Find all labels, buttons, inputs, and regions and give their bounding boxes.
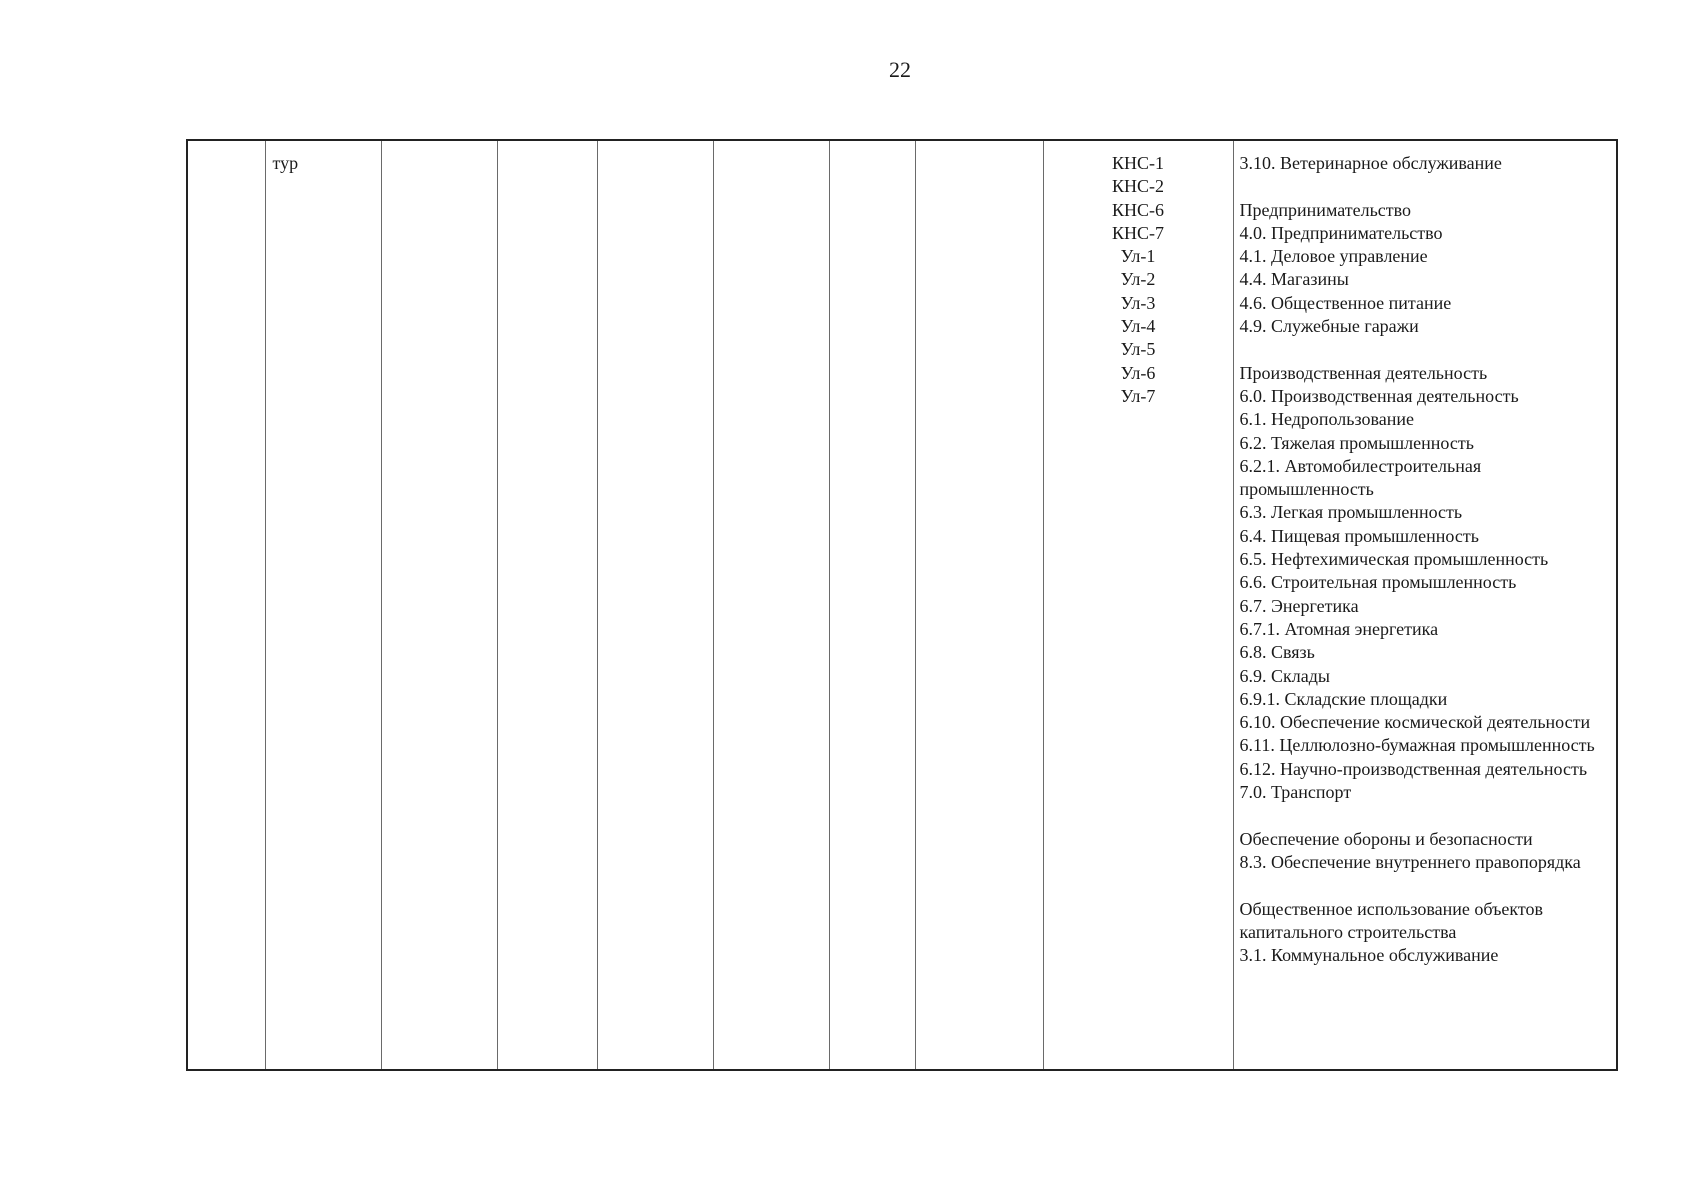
table-cell-4	[497, 140, 597, 1070]
use-item: 6.2. Тяжелая промышленность	[1239, 432, 1474, 453]
code-item: КНС-1	[1111, 153, 1164, 173]
list-gap	[1240, 874, 1611, 897]
use-item: 6.9. Склады	[1239, 665, 1330, 686]
use-item: 6.5. Нефтехимическая промышленность	[1239, 549, 1549, 570]
permitted-uses-list	[1234, 141, 1617, 967]
table-cell-uses	[1233, 140, 1617, 1070]
table-row	[187, 140, 1617, 1070]
use-item: 6.4. Пищевая промышленность	[1239, 525, 1479, 546]
use-item: 6.11. Целлюлозно-бумажная промышленность	[1239, 735, 1595, 756]
use-item: 4.4. Магазины	[1239, 269, 1349, 290]
code-item: Ул-6	[1120, 362, 1156, 383]
code-item: Ул-5	[1120, 339, 1156, 360]
table-cell-8	[915, 140, 1043, 1070]
code-item: КНС-2	[1111, 176, 1164, 197]
use-item: 6.0. Производственная деятельность	[1239, 385, 1519, 406]
use-item: 6.10. Обеспечение космической деятельности	[1239, 712, 1591, 733]
use-item: Производственная деятельность	[1239, 362, 1488, 383]
cell-text: тур	[272, 153, 299, 173]
use-item: 6.2.1. Автомобилестроительная промышленность	[1239, 455, 1482, 500]
table-cell-codes	[1043, 140, 1233, 1070]
table-cell-2	[265, 140, 381, 1070]
list-gap	[1240, 338, 1611, 361]
page-number: 22	[889, 57, 911, 82]
use-item: 8.3. Обеспечение внутреннего правопорядка	[1239, 851, 1581, 872]
use-item: 6.12. Научно-производственная деятельность	[1239, 758, 1588, 779]
table-cell-3	[381, 140, 497, 1070]
use-item: 6.3. Легкая промышленность	[1239, 502, 1463, 523]
code-item: Ул-4	[1120, 316, 1156, 337]
use-item: 6.9.1. Складские площадки	[1239, 688, 1448, 709]
code-item: КНС-6	[1111, 199, 1164, 220]
use-item: 3.10. Ветеринарное обслуживание	[1239, 153, 1502, 173]
code-item: Ул-2	[1120, 269, 1156, 290]
use-item: 6.6. Строительная промышленность	[1239, 572, 1517, 593]
use-item: Обеспечение обороны и безопасности	[1239, 828, 1533, 849]
use-item: 3.1. Коммунальное обслуживание	[1239, 945, 1499, 966]
use-item: 6.8. Связь	[1239, 642, 1315, 663]
list-gap	[1240, 804, 1611, 827]
use-item: 6.7.1. Атомная энергетика	[1239, 618, 1439, 639]
use-item: 4.0. Предпринимательство	[1239, 222, 1443, 243]
use-item: 7.0. Транспорт	[1239, 782, 1352, 803]
use-item: 4.1. Деловое управление	[1239, 246, 1428, 267]
code-item: КНС-7	[1111, 222, 1164, 243]
table-cell-5	[597, 140, 713, 1070]
code-item: Ул-3	[1120, 292, 1156, 313]
code-item: Ул-1	[1120, 246, 1156, 267]
codes-list	[1044, 141, 1233, 408]
use-item: Общественное использование объектов капитального строительства	[1239, 898, 1544, 942]
use-item: 6.1. Недропользование	[1239, 409, 1415, 430]
zoning-table	[186, 139, 1618, 1071]
table-cell-6	[713, 140, 829, 1070]
table-cell-7	[829, 140, 915, 1070]
table-cell-1	[187, 140, 265, 1070]
code-item: Ул-7	[1120, 385, 1156, 406]
use-item: Предпринимательство	[1239, 199, 1412, 220]
use-item: 4.9. Служебные гаражи	[1239, 316, 1419, 337]
list-gap	[1240, 175, 1611, 198]
use-item: 6.7. Энергетика	[1239, 595, 1359, 616]
use-item: 4.6. Общественное питание	[1239, 292, 1452, 313]
